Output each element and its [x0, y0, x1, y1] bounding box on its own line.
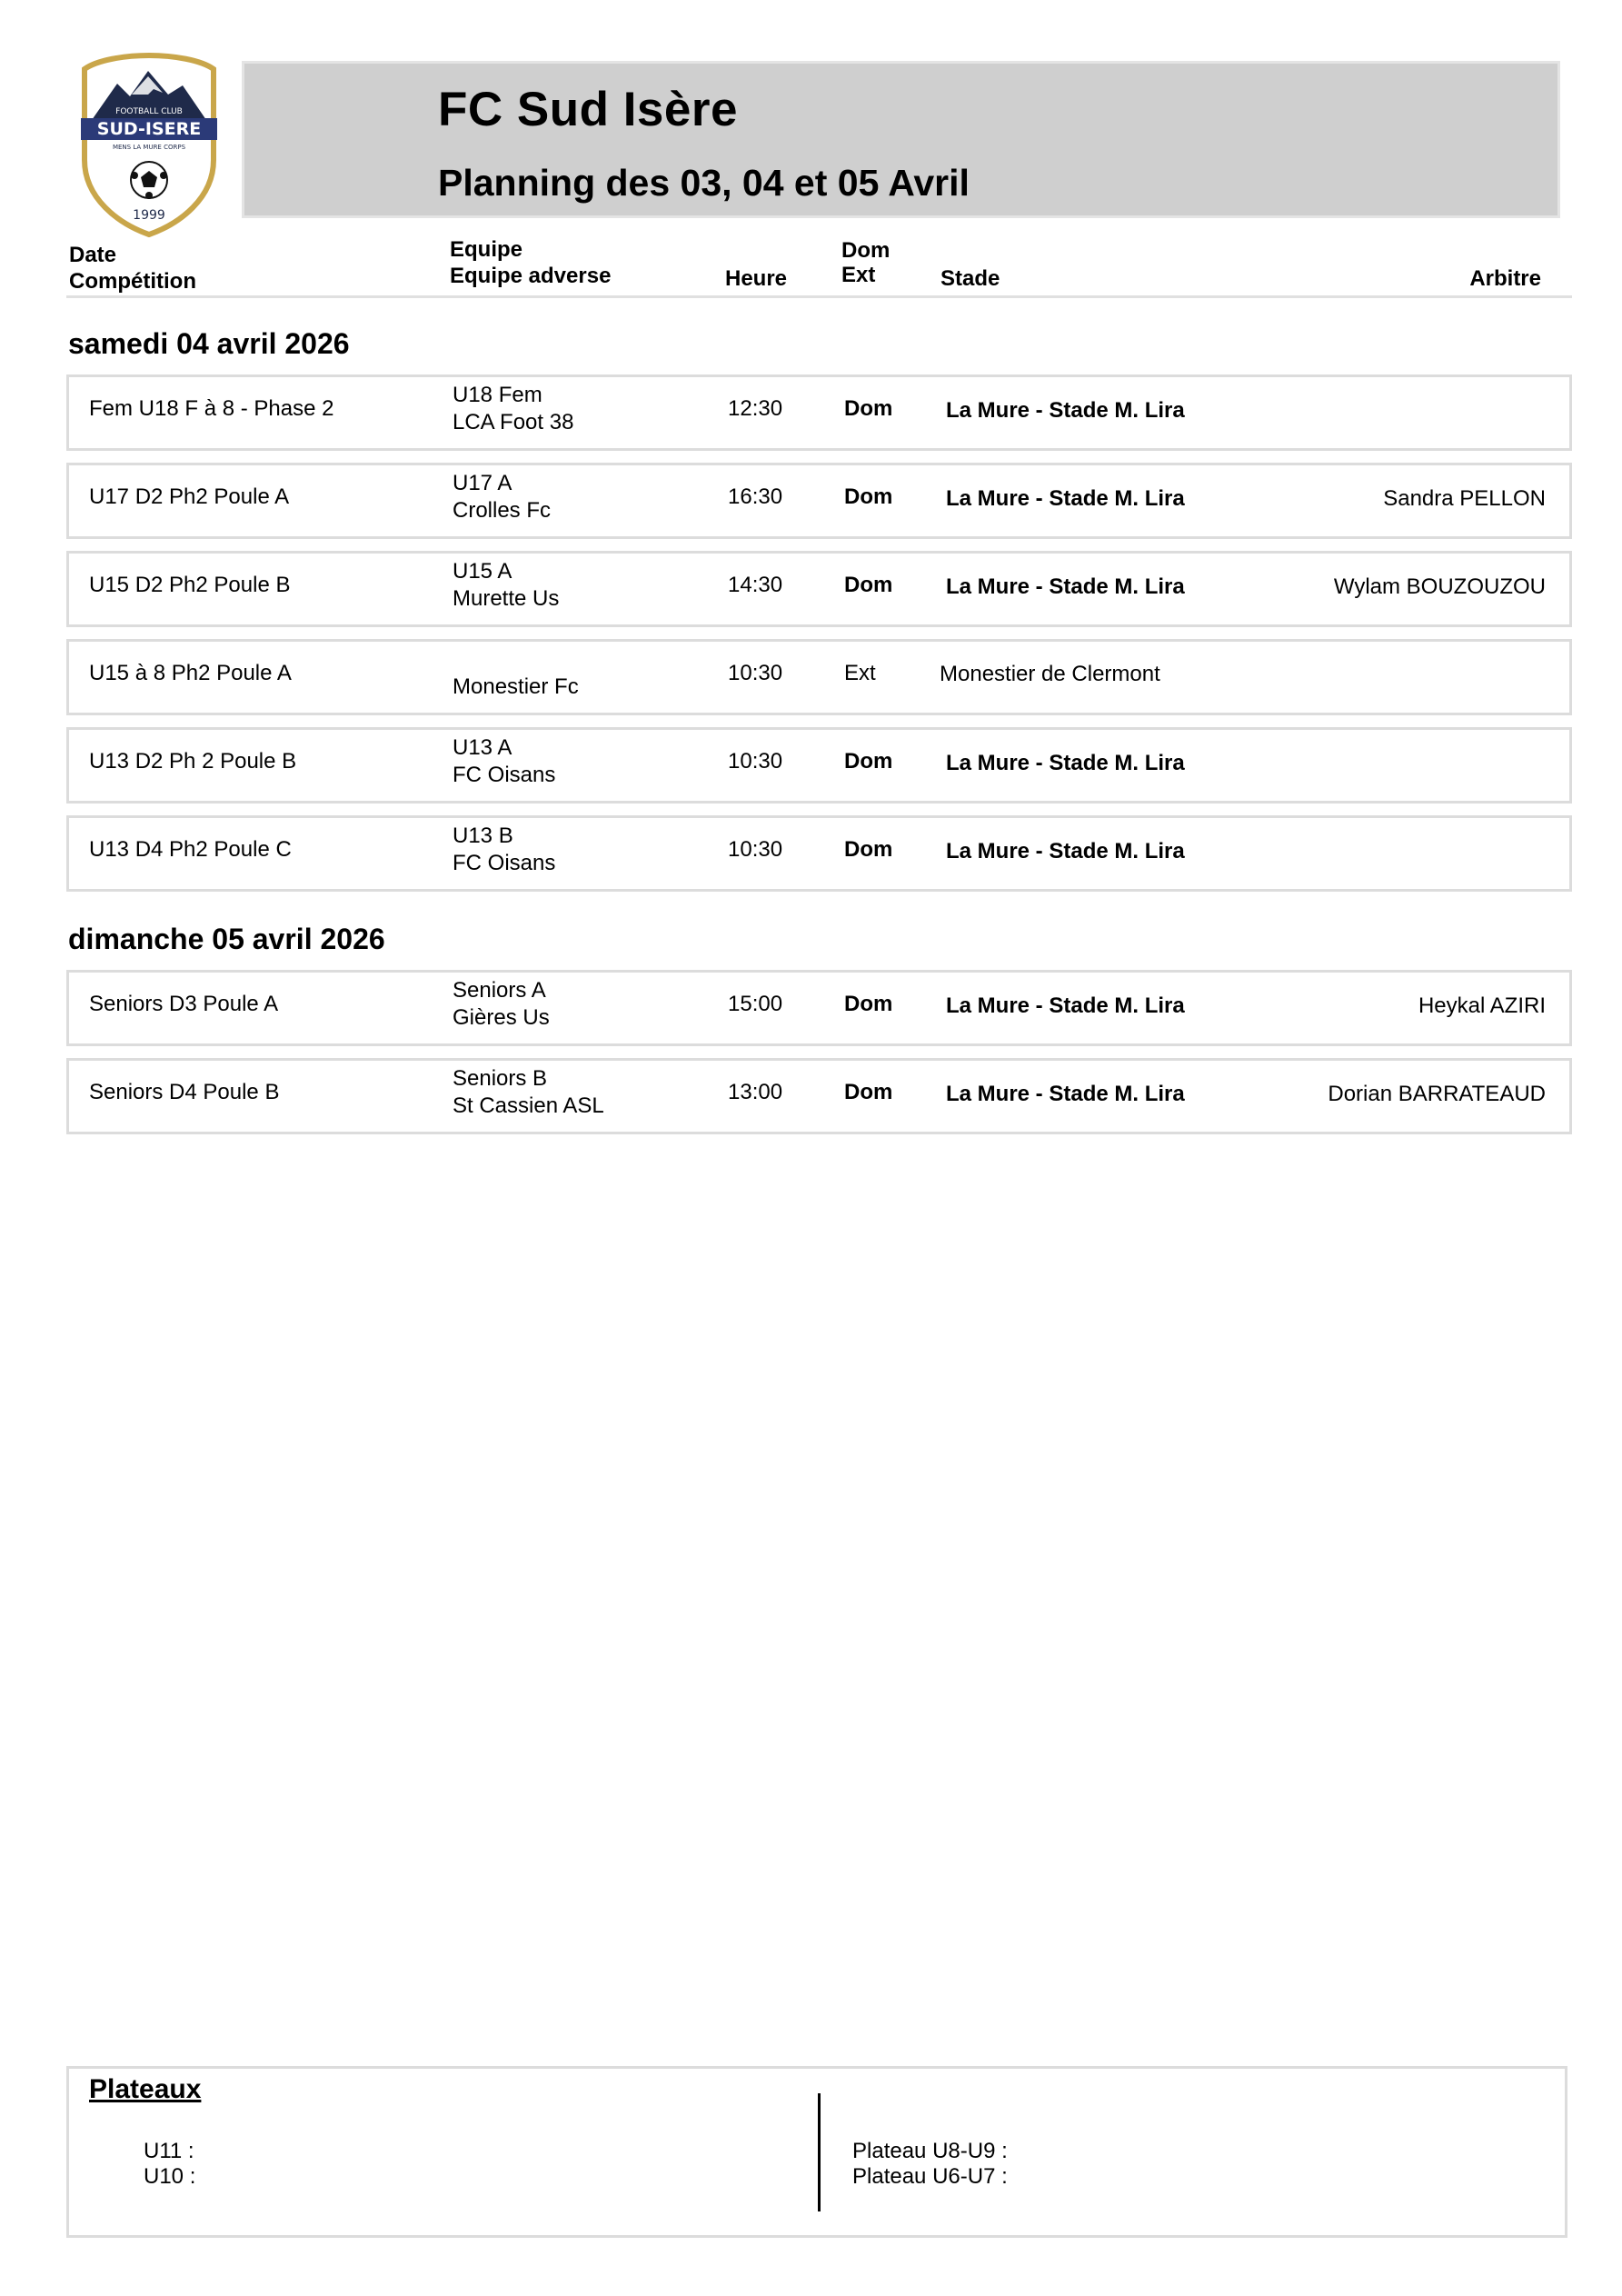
match-opponent: FC Oisans — [453, 851, 556, 875]
match-team: Seniors B — [453, 1066, 548, 1091]
match-teams — [453, 823, 555, 877]
match-dom-ext: Dom — [844, 837, 893, 862]
match-row — [66, 1058, 1572, 1134]
match-competition: Seniors D3 Poule A — [89, 992, 279, 1016]
match-opponent: Crolles Fc — [453, 498, 552, 523]
match-opponent: Monestier Fc — [453, 674, 579, 699]
header-competition: Compétition — [69, 269, 196, 294]
logo-top-text: FOOTBALL CLUB — [115, 107, 183, 116]
logo-name: SUD-ISERE — [96, 119, 202, 139]
match-dom-ext: Dom — [844, 573, 893, 597]
header-heure: Heure — [725, 266, 788, 291]
match-teams — [453, 470, 551, 524]
match-team: Seniors A — [453, 978, 546, 1003]
match-competition: U15 à 8 Ph2 Poule A — [89, 661, 292, 685]
match-opponent: Murette Us — [453, 586, 560, 611]
match-competition: U13 D4 Ph2 Poule C — [89, 837, 292, 862]
match-team: U13 B — [453, 824, 513, 848]
day-title: samedi 04 avril 2026 — [68, 327, 350, 360]
match-stadium: La Mure - Stade M. Lira — [946, 839, 1185, 863]
match-opponent: LCA Foot 38 — [453, 410, 574, 434]
match-competition: Seniors D4 Poule B — [89, 1080, 280, 1104]
header-arbitre: Arbitre — [1469, 266, 1541, 291]
match-time: 13:00 — [728, 1080, 783, 1104]
match-teams — [453, 977, 550, 1032]
match-time: 14:30 — [728, 573, 783, 597]
plateau-u8-u9: Plateau U8-U9 : — [852, 2139, 1008, 2163]
match-teams — [453, 1065, 604, 1120]
match-team: U17 A — [453, 471, 512, 495]
match-teams — [453, 646, 579, 701]
match-opponent: FC Oisans — [453, 763, 556, 787]
header-equipe-adverse: Equipe adverse — [450, 264, 612, 288]
plateau-u11: U11 : — [144, 2139, 194, 2163]
match-time: 16:30 — [728, 484, 783, 509]
match-referee: Sandra PELLON — [1383, 486, 1546, 511]
club-title: FC Sud Isère — [438, 83, 738, 136]
match-team: U18 Fem — [453, 383, 542, 407]
match-referee: Wylam BOUZOUZOU — [1333, 574, 1546, 599]
plateau-u10: U10 : — [144, 2164, 196, 2189]
match-competition: U17 D2 Ph2 Poule A — [89, 484, 290, 509]
match-dom-ext: Dom — [844, 992, 893, 1016]
plateaux-divider — [818, 2093, 821, 2211]
match-row — [66, 639, 1572, 715]
match-dom-ext: Dom — [844, 749, 893, 774]
header-ext: Ext — [841, 263, 876, 287]
match-teams — [453, 558, 559, 613]
match-team — [453, 646, 579, 674]
column-header-equipe — [450, 236, 611, 289]
match-time: 15:00 — [728, 992, 783, 1016]
match-time: 10:30 — [728, 661, 783, 685]
match-opponent: St Cassien ASL — [453, 1093, 604, 1118]
match-dom-ext: Dom — [844, 396, 893, 421]
title-banner — [242, 61, 1560, 218]
plateau-u6-u7: Plateau U6-U7 : — [852, 2164, 1008, 2189]
plateaux-title: Plateaux — [89, 2074, 202, 2104]
match-stadium: La Mure - Stade M. Lira — [946, 1082, 1185, 1106]
match-teams — [453, 734, 555, 789]
match-row — [66, 815, 1572, 892]
match-team: U15 A — [453, 559, 512, 584]
match-team: U13 A — [453, 735, 512, 760]
match-stadium: La Mure - Stade M. Lira — [946, 398, 1185, 423]
club-logo — [77, 53, 221, 238]
match-stadium: La Mure - Stade M. Lira — [946, 993, 1185, 1018]
match-row — [66, 970, 1572, 1046]
match-referee: Dorian BARRATEAUD — [1328, 1082, 1546, 1106]
match-dom-ext: Dom — [844, 1080, 893, 1104]
match-stadium: Monestier de Clermont — [940, 662, 1160, 686]
match-row — [66, 727, 1572, 804]
match-row — [66, 463, 1572, 539]
match-row — [66, 551, 1572, 627]
match-row — [66, 374, 1572, 451]
match-competition: U13 D2 Ph 2 Poule B — [89, 749, 297, 774]
day-title: dimanche 05 avril 2026 — [68, 923, 385, 955]
column-header-date — [69, 242, 196, 294]
match-stadium: La Mure - Stade M. Lira — [946, 574, 1185, 599]
match-competition: U15 D2 Ph2 Poule B — [89, 573, 291, 597]
match-time: 12:30 — [728, 396, 783, 421]
match-opponent: Gières Us — [453, 1005, 550, 1030]
match-referee: Heykal AZIRI — [1418, 993, 1546, 1018]
match-competition: Fem U18 F à 8 - Phase 2 — [89, 396, 334, 421]
match-dom-ext: Dom — [844, 484, 893, 509]
match-dom-ext: Ext — [844, 661, 876, 685]
match-stadium: La Mure - Stade M. Lira — [946, 751, 1185, 775]
header-equipe: Equipe — [450, 237, 523, 262]
column-header-dom-ext — [841, 238, 890, 287]
header-date: Date — [69, 243, 117, 267]
match-time: 10:30 — [728, 837, 783, 862]
planning-title: Planning des 03, 04 et 05 Avril — [438, 162, 970, 204]
plateaux-panel — [66, 2066, 1567, 2238]
logo-subtitle: MENS LA MURE CORPS — [112, 144, 186, 151]
header-dom: Dom — [841, 238, 891, 263]
match-stadium: La Mure - Stade M. Lira — [946, 486, 1185, 511]
match-teams — [453, 382, 573, 436]
header-stade: Stade — [940, 266, 1000, 291]
logo-year: 1999 — [133, 208, 165, 223]
header-divider — [66, 295, 1572, 298]
match-time: 10:30 — [728, 749, 783, 774]
